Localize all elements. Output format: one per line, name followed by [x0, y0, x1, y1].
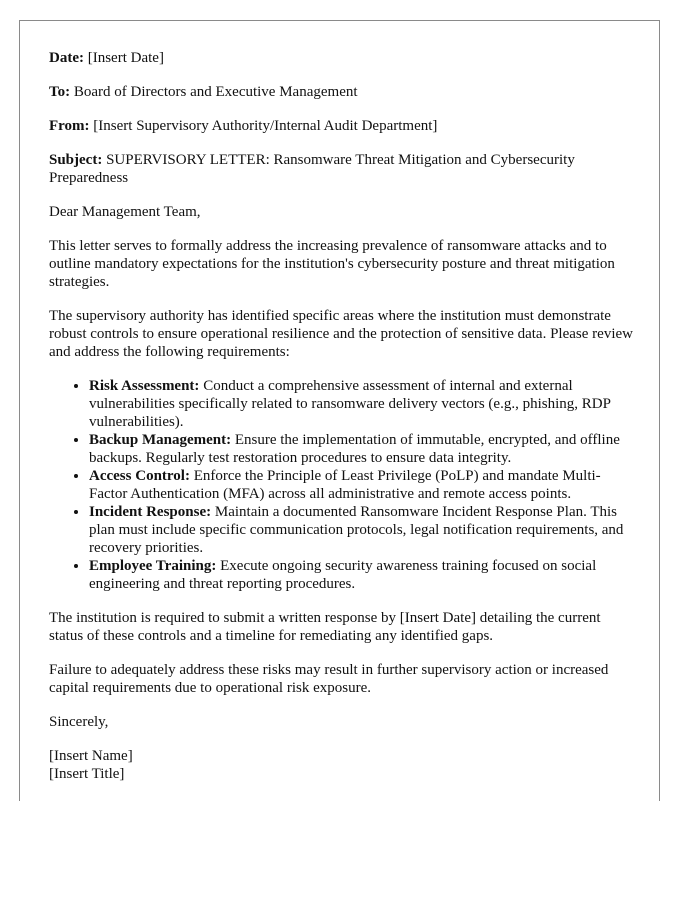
requirement-text: Ensure the implementation of immutable, encrypted, and offline backups. Regularly test restoration procedures to ensure data integrity. [89, 432, 620, 466]
letter-page [19, 20, 660, 801]
letter-content [49, 49, 636, 783]
salutation: Dear Management Team, [49, 204, 201, 220]
to-value: Board of Directors and Executive Management [70, 84, 358, 100]
from-value: [Insert Supervisory Authority/Internal Audit Department] [89, 118, 438, 134]
sign-off: Sincerely, [49, 714, 109, 730]
from-line [49, 117, 636, 135]
list-item [89, 377, 636, 431]
requirements-list [49, 377, 636, 593]
subject-value: SUPERVISORY LETTER: Ransomware Threat Mitigation and Cybersecurity Preparedness [49, 152, 575, 186]
failure-paragraph: Failure to adequately address these risks may result in further supervisory action or increased capital requirements due to operational risk exposure. [49, 662, 609, 696]
requirement-text: Maintain a documented Ransomware Incident Response Plan. This plan must include specific communication protocols, legal notification requirements, and recovery priorities. [89, 504, 624, 556]
from-label: From: [49, 118, 90, 134]
areas-paragraph: The supervisory authority has identified specific areas where the institution must demonstrate robust controls to ensure operational resilience and the protection of sensitive data. Please review and address the following requirements: [49, 308, 633, 360]
requirement-title: Employee Training: [89, 558, 217, 574]
subject-line [49, 151, 636, 187]
requirement-text: Execute ongoing security awareness training focused on social engineering and threat reporting procedures. [89, 558, 597, 592]
requirement-text: Enforce the Principle of Least Privilege (PoLP) and mandate Multi-Factor Authentication (MFA) across all administrative and remote access points. [89, 468, 601, 502]
intro-paragraph: This letter serves to formally address the increasing prevalence of ransomware attacks and to outline mandatory expectations for the institution's cybersecurity posture and threat mitigation strategies. [49, 238, 615, 290]
list-item [89, 431, 636, 467]
to-label: To: [49, 84, 71, 100]
signatory-title: [Insert Title] [49, 766, 125, 782]
list-item [89, 467, 636, 503]
list-item [89, 503, 636, 557]
requirement-title: Access Control: [89, 468, 190, 484]
requirement-title: Backup Management: [89, 432, 232, 448]
requirement-title: Risk Assessment: [89, 378, 200, 394]
date-label: Date: [49, 50, 84, 66]
subject-label: Subject: [49, 152, 103, 168]
signatory-name: [Insert Name] [49, 748, 133, 764]
response-paragraph: The institution is required to submit a written response by [Insert Date] detailing the current status of these controls and a timeline for remediating any identified gaps. [49, 610, 601, 644]
requirement-title: Incident Response: [89, 504, 212, 520]
list-item [89, 557, 636, 593]
date-line [49, 49, 636, 67]
date-value: [Insert Date] [83, 50, 164, 66]
requirement-text: Conduct a comprehensive assessment of internal and external vulnerabilities specifically related to ransomware delivery vectors (e.g., phishing, RDP vulnerabilities). [89, 378, 611, 430]
to-line [49, 83, 636, 101]
